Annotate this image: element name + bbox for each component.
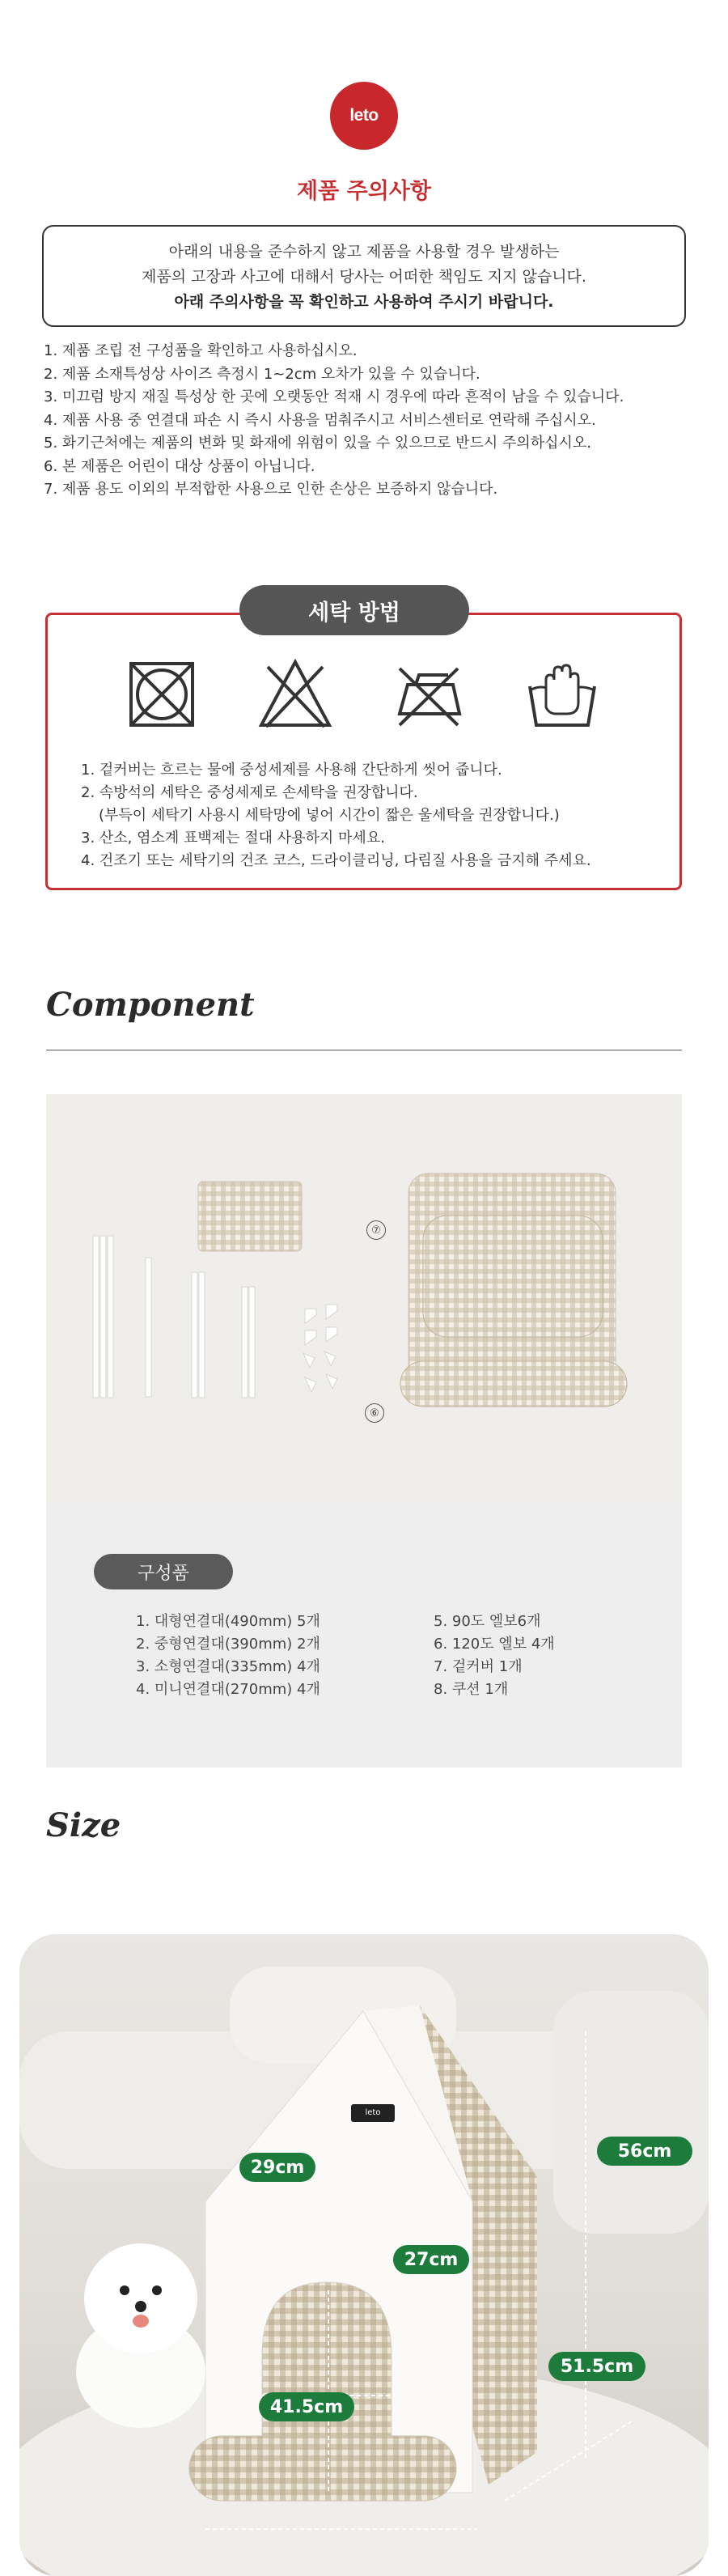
width-label: 41.5cm <box>259 2392 354 2421</box>
component-item: 5. 90도 엘보6개 <box>434 1613 541 1630</box>
component-item: 1. 대형연결대(490mm) 5개 <box>136 1613 320 1630</box>
hand-wash-icon <box>522 654 603 735</box>
size-photo <box>19 1934 709 2576</box>
component-photo <box>46 1094 682 1503</box>
component-list-left <box>136 1611 320 1701</box>
notice-box <box>42 225 686 327</box>
caution-item: 3. 미끄럼 방지 재질 특성상 한 곳에 오랫동안 적재 시 경우에 따라 흔적이 남을 수 있습니다. <box>44 388 624 405</box>
caution-item: 1. 제품 조립 전 구성품을 확인하고 사용하십시오. <box>44 342 358 359</box>
notice-line: 아래의 내용을 준수하지 않고 제품을 사용할 경우 발생하는 <box>168 243 560 261</box>
washing-icons <box>121 654 607 735</box>
washing-item: 3. 산소, 염소계 표백제는 절대 사용하지 마세요. <box>81 830 385 847</box>
entrance-width-label: 29cm <box>239 2153 315 2182</box>
no-bleach-icon <box>255 654 336 735</box>
caution-item: 6. 본 제품은 어린이 대상 상품이 아닙니다. <box>44 457 315 475</box>
photo-label: ⑦ <box>366 1220 386 1240</box>
caution-title: 제품 주의사항 <box>297 179 431 204</box>
caution-item: 5. 화기근처에는 제품의 변화 및 화재에 위험이 있을 수 있으므로 반드시 주의하십시오. <box>44 435 592 452</box>
depth-label: 51.5cm <box>548 2352 645 2381</box>
component-item: 3. 소형연결대(335mm) 4개 <box>136 1658 320 1675</box>
component-illustration <box>46 1094 682 1503</box>
brand-logo <box>330 82 398 150</box>
washing-item: 1. 겉커버는 흐르는 물에 중성세제를 사용해 간단하게 씻어 줍니다. <box>81 762 502 779</box>
caution-item: 7. 제품 용도 이외의 부적합한 사용으로 인한 손상은 보증하지 않습니다. <box>44 481 498 498</box>
notice-line-emphasis: 아래 주의사항을 꼭 확인하고 사용하여 주시기 바랍니다. <box>174 293 554 311</box>
house-tag: leto <box>365 2108 381 2117</box>
component-heading: Component <box>46 986 255 1024</box>
component-item: 6. 120도 엘보 4개 <box>434 1636 555 1653</box>
no-tumble-dry-icon <box>121 654 202 735</box>
component-item: 7. 겉커버 1개 <box>434 1658 523 1675</box>
component-item: 2. 중형연결대(390mm) 2개 <box>136 1636 320 1653</box>
washing-list <box>81 759 591 872</box>
washing-item: 2. 속방석의 세탁은 중성세제로 손세탁을 권장합니다. <box>81 784 418 801</box>
pet-house-illustration <box>19 1934 709 2576</box>
entrance-height-label: 27cm <box>393 2245 469 2274</box>
component-item: 8. 쿠션 1개 <box>434 1681 509 1698</box>
caution-item: 2. 제품 소재특성상 사이즈 측정시 1~2cm 오차가 있을 수 있습니다. <box>44 365 480 383</box>
size-heading: Size <box>46 1806 121 1844</box>
component-list-title: 구성품 <box>94 1554 233 1589</box>
brand-logo-text: leto <box>349 106 379 125</box>
caution-item: 4. 제품 사용 중 연결대 파손 시 즉시 사용을 멈춰주시고 서비스센터로 연락해 주십시오. <box>44 411 596 429</box>
height-label: 56cm <box>597 2137 692 2166</box>
washing-title: 세탁 방법 <box>239 585 469 635</box>
caution-list <box>44 340 699 502</box>
component-list-right <box>434 1611 555 1701</box>
notice-line: 제품의 고장과 사고에 대해서 당사는 어떠한 책임도 지지 않습니다. <box>142 268 586 286</box>
component-item: 4. 미니연결대(270mm) 4개 <box>136 1681 320 1698</box>
washing-item: (부득이 세탁기 사용시 세탁망에 넣어 시간이 짧은 울세탁을 권장합니다.) <box>99 807 560 824</box>
photo-label: ⑥ <box>365 1403 384 1423</box>
no-iron-icon <box>388 654 469 735</box>
washing-item: 4. 건조기 또는 세탁기의 건조 코스, 드라이클리닝, 다림질 사용을 금지해 주세요. <box>81 852 591 869</box>
